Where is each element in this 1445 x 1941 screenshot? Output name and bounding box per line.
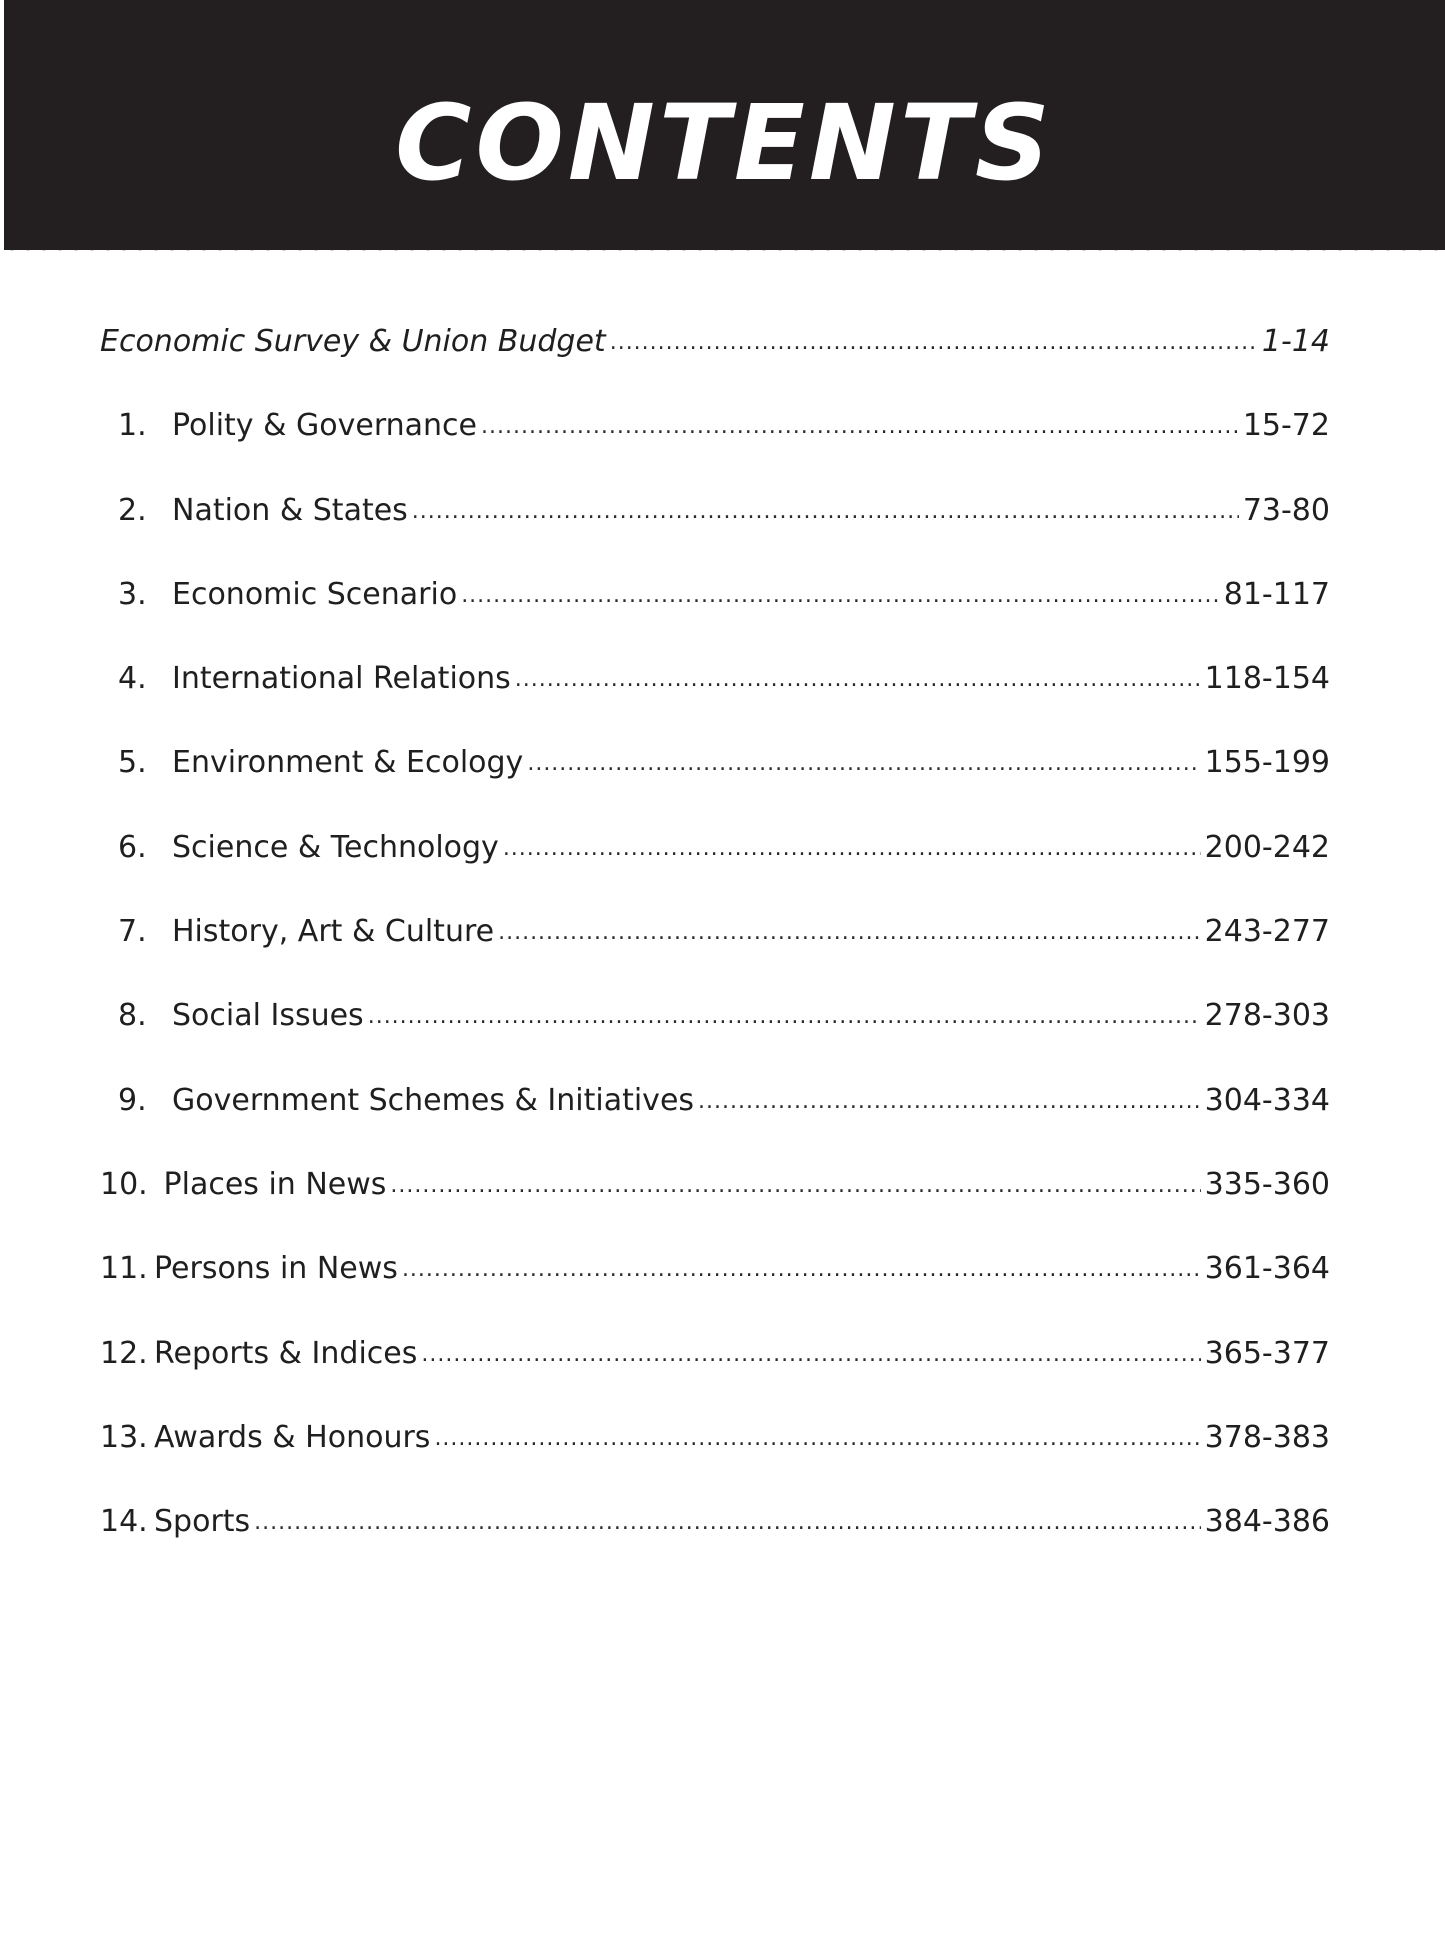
toc-entry-pages: 200-242 bbox=[1204, 829, 1330, 865]
toc-entry-6[interactable] bbox=[100, 826, 1330, 910]
dot-leader bbox=[402, 1248, 1201, 1292]
toc-entry-label: Polity & Governance bbox=[172, 408, 478, 444]
dot-leader bbox=[368, 995, 1201, 1039]
dot-leader bbox=[254, 1501, 1200, 1545]
dot-leader bbox=[434, 1417, 1200, 1461]
toc-entry-8[interactable] bbox=[100, 994, 1330, 1078]
toc-entry-number: 10. bbox=[100, 1166, 148, 1202]
toc-entry-label: Persons in News bbox=[154, 1251, 398, 1287]
toc-entry-4[interactable] bbox=[100, 657, 1330, 741]
page-title: CONTENTS bbox=[395, 82, 1054, 204]
toc-entry-pages: 304-334 bbox=[1204, 1082, 1330, 1118]
toc-entry-label: History, Art & Culture bbox=[172, 914, 495, 950]
toc-entry-number: 1. bbox=[118, 408, 147, 444]
toc-entry-pages: 384-386 bbox=[1204, 1504, 1330, 1540]
scalloped-edge bbox=[4, 242, 1445, 258]
toc-entry-9[interactable] bbox=[100, 1079, 1330, 1163]
toc-entry-label: Economic Survey & Union Budget bbox=[100, 324, 606, 359]
toc-entry-number: 13. bbox=[100, 1419, 148, 1455]
dot-leader bbox=[610, 321, 1258, 365]
toc-entry-label: Economic Scenario bbox=[172, 576, 458, 612]
toc-entry-label: Environment & Ecology bbox=[172, 745, 524, 781]
toc-entry-number: 4. bbox=[118, 661, 147, 697]
toc-entry-pages: 155-199 bbox=[1204, 745, 1330, 781]
table-of-contents bbox=[100, 320, 1330, 1584]
toc-entry-intro[interactable] bbox=[100, 320, 1330, 404]
toc-entry-5[interactable] bbox=[100, 741, 1330, 825]
toc-entry-number: 5. bbox=[118, 745, 147, 781]
toc-entry-number: 9. bbox=[118, 1082, 147, 1118]
dot-leader bbox=[461, 574, 1220, 618]
toc-entry-label: Places in News bbox=[154, 1166, 387, 1202]
toc-entry-label: Science & Technology bbox=[172, 829, 499, 865]
dot-leader bbox=[503, 827, 1201, 871]
toc-entry-10[interactable] bbox=[100, 1163, 1330, 1247]
toc-entry-pages: 361-364 bbox=[1204, 1251, 1330, 1287]
toc-entry-pages: 1-14 bbox=[1261, 324, 1330, 359]
toc-entry-pages: 335-360 bbox=[1204, 1166, 1330, 1202]
dot-leader bbox=[515, 658, 1201, 702]
toc-entry-number: 2. bbox=[118, 492, 147, 528]
toc-entry-1[interactable] bbox=[100, 404, 1330, 488]
toc-entry-7[interactable] bbox=[100, 910, 1330, 994]
dot-leader bbox=[498, 911, 1201, 955]
toc-entry-label: Reports & Indices bbox=[154, 1335, 418, 1371]
toc-entry-13[interactable] bbox=[100, 1416, 1330, 1500]
toc-entry-label: Nation & States bbox=[172, 492, 408, 528]
toc-entry-14[interactable] bbox=[100, 1500, 1330, 1584]
toc-entry-12[interactable] bbox=[100, 1332, 1330, 1416]
toc-entry-pages: 365-377 bbox=[1204, 1335, 1330, 1371]
contents-header-banner bbox=[4, 0, 1445, 250]
dot-leader bbox=[481, 405, 1239, 449]
toc-entry-label: Government Schemes & Initiatives bbox=[172, 1082, 695, 1118]
toc-entry-3[interactable] bbox=[100, 573, 1330, 657]
toc-entry-pages: 278-303 bbox=[1204, 998, 1330, 1034]
toc-entry-number: 11. bbox=[100, 1251, 148, 1287]
toc-entry-number: 12. bbox=[100, 1335, 148, 1371]
toc-entry-pages: 81-117 bbox=[1223, 576, 1330, 612]
toc-entry-label: Social Issues bbox=[172, 998, 364, 1034]
dot-leader bbox=[698, 1080, 1201, 1124]
toc-entry-number: 3. bbox=[118, 576, 147, 612]
toc-entry-pages: 15-72 bbox=[1242, 408, 1330, 444]
toc-entry-number: 8. bbox=[118, 998, 147, 1034]
toc-entry-label: Sports bbox=[154, 1504, 251, 1540]
toc-entry-number: 6. bbox=[118, 829, 147, 865]
toc-entry-number: 7. bbox=[118, 914, 147, 950]
toc-entry-2[interactable] bbox=[100, 489, 1330, 573]
toc-entry-label: International Relations bbox=[172, 661, 511, 697]
toc-entry-label: Awards & Honours bbox=[154, 1419, 431, 1455]
toc-entry-pages: 118-154 bbox=[1204, 661, 1330, 697]
toc-entry-11[interactable] bbox=[100, 1247, 1330, 1331]
toc-entry-number: 14. bbox=[100, 1504, 148, 1540]
toc-entry-pages: 73-80 bbox=[1242, 492, 1330, 528]
dot-leader bbox=[421, 1333, 1200, 1377]
toc-entry-pages: 378-383 bbox=[1204, 1419, 1330, 1455]
dot-leader bbox=[527, 742, 1200, 786]
dot-leader bbox=[390, 1164, 1200, 1208]
dot-leader bbox=[412, 490, 1239, 534]
toc-entry-pages: 243-277 bbox=[1204, 914, 1330, 950]
